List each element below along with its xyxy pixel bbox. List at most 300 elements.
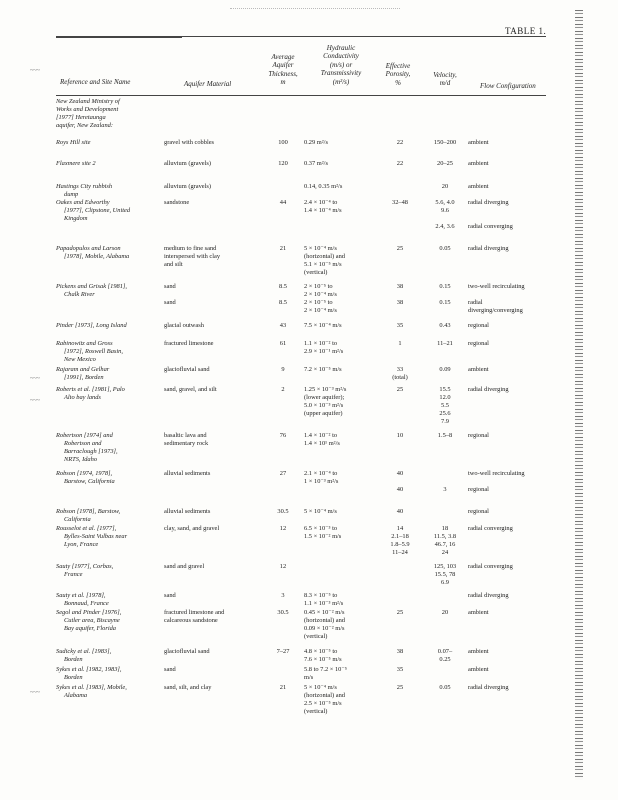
header-porosity-line: Porosity, <box>385 70 411 79</box>
cell-ref <box>56 98 180 130</box>
cell-line: Barraclough [1973], <box>64 448 118 455</box>
cell-line: sand and gravel <box>164 563 205 570</box>
header-thickness-line: Aquifer <box>272 61 294 70</box>
cell-line: 18 <box>441 525 449 532</box>
header-conductivity-line: Transmissivity <box>320 69 362 78</box>
cell-thick <box>260 322 306 330</box>
cell-thick <box>260 245 306 253</box>
cell-cond <box>304 366 384 374</box>
cell-line: two-well recirculating <box>468 283 525 290</box>
cell-line: 0.29 m²/s <box>304 139 328 146</box>
cell-line: 2 <box>281 386 285 393</box>
cell-line: 8.3 × 10⁻⁵ to <box>304 592 338 599</box>
cell-line: ambient <box>468 160 489 167</box>
cell-por <box>378 684 422 692</box>
cell-line: 8.5 <box>279 283 287 290</box>
margin-note: ~~~ <box>30 398 40 404</box>
cell-line: 30.5 <box>277 508 289 515</box>
cell-line: (total) <box>392 374 408 381</box>
table-label: TABLE 1. <box>505 26 547 36</box>
header-conductivity-line: Hydraulic <box>326 44 356 52</box>
cell-thick <box>260 366 306 374</box>
cell-line <box>468 215 572 223</box>
cell-ref <box>56 666 180 682</box>
cell-por <box>378 666 422 674</box>
cell-line: Robertson and <box>64 440 102 447</box>
cell-line: regional <box>468 486 489 493</box>
cell-line: New Zealand Ministry of <box>56 98 120 105</box>
cell-cond <box>304 508 384 516</box>
cell-line: 0.14, 0.35 m²/s <box>304 183 343 190</box>
cell-mat <box>164 508 256 516</box>
cell-vel <box>422 684 468 692</box>
cell-line: Barstow, California <box>64 478 115 485</box>
cell-thick <box>260 684 306 692</box>
cell-line: glaciofluvial sand <box>164 366 210 373</box>
cell-line: 5 × 10⁻⁴ m/s <box>304 684 337 691</box>
cell-line: Rajaram and Gelhar <box>56 366 110 373</box>
cell-line: Sauty et al. [1978], <box>56 592 106 599</box>
cell-flow <box>468 386 572 394</box>
cell-line <box>422 470 468 478</box>
cell-line <box>468 207 572 215</box>
cell-line: 38 <box>396 299 404 306</box>
cell-line: 5 × 10⁻⁴ m/s <box>304 245 337 252</box>
cell-cond <box>304 470 384 486</box>
cell-line: [1972], Roswell Basin, <box>64 348 123 355</box>
cell-line: 22 <box>396 160 404 167</box>
cell-vel <box>422 648 468 664</box>
cell-line: Oakes and Edworthy <box>56 199 110 206</box>
cell-vel <box>422 322 468 330</box>
cell-line: 38 <box>396 283 404 290</box>
cell-line: 2.5 × 10⁻⁵ m/s <box>304 700 342 707</box>
cell-mat <box>164 245 256 269</box>
cell-line: (horizontal) and <box>304 617 345 624</box>
cell-line: 15.5, 78 <box>434 571 456 578</box>
cell-line: 43 <box>279 322 287 329</box>
cell-mat <box>164 283 256 307</box>
cell-ref <box>56 525 180 549</box>
cell-line: radial diverging <box>468 199 509 206</box>
header-porosity-line: Effective <box>385 62 411 70</box>
cell-line: 21 <box>279 684 287 691</box>
cell-thick <box>260 592 306 600</box>
cell-line: 1.4 × 10⁻⁴ m/s <box>304 207 342 214</box>
cell-cond <box>304 592 384 608</box>
cell-ref <box>56 432 180 464</box>
cell-line: 1 <box>398 340 402 347</box>
cell-line: 15.5 <box>439 386 451 393</box>
cell-mat <box>164 648 256 656</box>
cell-line: 5 × 10⁻⁴ m/s <box>304 508 337 515</box>
cell-line: 30.5 <box>277 609 289 616</box>
header-velocity-line: Velocity, <box>433 71 457 79</box>
cell-line: radial diverging <box>468 684 509 691</box>
cell-line: and silt <box>164 261 183 268</box>
cell-line: regional <box>468 432 489 439</box>
cell-line: 120 <box>278 160 288 167</box>
cell-por <box>378 508 422 516</box>
cell-line: (upper aquifer) <box>304 410 343 417</box>
cell-line: 2.4, 3.6 <box>435 223 455 230</box>
cell-line: 0.15 <box>439 283 451 290</box>
cell-line: 1.4 × 10¹ m²/s <box>304 440 340 447</box>
cell-line: 5.5 <box>441 402 449 409</box>
cell-line: radial diverging <box>468 592 509 599</box>
cell-flow <box>468 199 572 231</box>
cell-line: 0.43 <box>439 322 451 329</box>
cell-cond <box>304 648 384 664</box>
cell-line: Alto bay lands <box>64 394 101 401</box>
header-thickness-line: Thickness, <box>268 69 298 78</box>
cell-mat <box>164 366 256 374</box>
cell-line: ambient <box>468 609 489 616</box>
cell-por <box>378 386 422 394</box>
cell-mat <box>164 666 256 674</box>
cell-thick <box>260 525 306 533</box>
cell-line: [1977] Heretaunga <box>56 114 106 121</box>
header-porosity <box>374 62 422 87</box>
cell-line: Papadopulos and Larson <box>56 245 121 252</box>
cell-flow <box>468 648 572 656</box>
cell-line: alluvial sediments <box>164 470 211 477</box>
cell-line: 5.0 × 10⁻³ m²/s <box>304 402 344 409</box>
cell-line <box>422 291 468 299</box>
header-conductivity-line: (m²/s) <box>332 77 350 86</box>
cell-thick <box>260 508 306 516</box>
cell-line: regional <box>468 340 489 347</box>
header-velocity <box>425 71 465 88</box>
cell-flow <box>468 160 572 168</box>
cell-line: 2.1 × 10⁻⁴ to <box>304 470 338 477</box>
cell-line: 100 <box>278 139 288 146</box>
cell-line: dump <box>64 191 79 198</box>
cell-line: sandstone <box>164 199 190 206</box>
cell-cond <box>304 684 384 716</box>
cell-ref <box>56 563 180 579</box>
cell-ref <box>56 199 180 223</box>
cell-line: 46.7, 16 <box>434 541 456 548</box>
cell-line: alluvium (gravels) <box>164 160 212 167</box>
cell-line: 27 <box>279 470 287 477</box>
cell-mat <box>164 470 256 478</box>
cell-ref <box>56 592 180 608</box>
cell-line: 2.9 × 10⁻¹ m²/s <box>304 348 344 355</box>
top-short-rule <box>56 37 182 38</box>
cell-line: 7.6 × 10⁻⁵ m/s <box>304 656 342 663</box>
cell-line: 2 × 10⁻⁵ to <box>304 299 333 306</box>
cell-line: 0.09 × 10⁻² m/s <box>304 625 345 632</box>
header-thickness <box>258 53 308 87</box>
cell-thick <box>260 563 306 571</box>
cell-line: 5.6, 4.0 <box>435 199 455 206</box>
cell-mat <box>164 322 256 330</box>
cell-por <box>378 470 422 494</box>
cell-line: (horizontal) and <box>304 692 345 699</box>
cell-line: 3 <box>281 592 285 599</box>
cell-cond <box>304 322 384 330</box>
cell-line: ambient <box>468 183 489 190</box>
cell-line: 150–200 <box>433 139 457 146</box>
cell-line: Bylles-Saint Vulbas near <box>64 533 128 540</box>
cell-mat <box>164 525 256 533</box>
cell-line: Lyon, France <box>64 541 99 548</box>
cell-line: 25.6 <box>439 410 451 417</box>
cell-line: 1.8–5.9 <box>390 541 410 548</box>
cell-line: sand, silt, and clay <box>164 684 212 691</box>
cell-line: 7–27 <box>276 648 290 655</box>
header-porosity-line: % <box>395 78 401 87</box>
cell-line: Hastings City rubbish <box>56 183 113 190</box>
cell-line: Sauty [1977], Corbas, <box>56 563 114 570</box>
cell-line: 40 <box>396 508 404 515</box>
cell-line: sand <box>164 299 176 306</box>
cell-thick <box>260 648 306 656</box>
cell-mat <box>164 183 256 191</box>
cell-line: 35 <box>396 666 404 673</box>
cell-line: Roys Hill site <box>56 139 91 146</box>
cell-thick <box>260 199 306 207</box>
cell-line: 0.45 × 10⁻² m/s <box>304 609 345 616</box>
cell-vel <box>422 386 468 426</box>
cell-line: Borden <box>64 674 83 681</box>
cell-line: 25 <box>396 386 404 393</box>
cell-flow <box>468 183 572 191</box>
cell-thick <box>260 609 306 617</box>
cell-flow <box>468 508 572 516</box>
cell-por <box>378 245 422 253</box>
cell-por <box>378 340 422 348</box>
cell-flow <box>468 245 572 253</box>
cell-line: medium to fine sand <box>164 245 217 252</box>
cell-line: 4.8 × 10⁻⁵ to <box>304 648 338 655</box>
cell-line: 25 <box>396 245 404 252</box>
cell-line: 7.5 × 10⁻⁴ m/s <box>304 322 342 329</box>
cell-line <box>378 478 422 486</box>
cell-line: 5.1 × 10⁻⁵ m/s <box>304 261 342 268</box>
cell-thick <box>260 340 306 348</box>
cell-line: regional <box>468 508 489 515</box>
cell-line: 25 <box>396 684 404 691</box>
cell-cond <box>304 386 384 418</box>
cell-line: Pickens and Grisak [1981], <box>56 283 127 290</box>
scanned-binding-edge <box>575 10 583 780</box>
cell-line: 125, 103 <box>433 563 457 570</box>
header-conductivity <box>305 44 377 86</box>
cell-flow <box>468 432 572 440</box>
cell-line: clay, sand, and gravel <box>164 525 220 532</box>
cell-thick <box>260 283 306 307</box>
cell-line: 61 <box>279 340 287 347</box>
cell-line: 22 <box>396 139 404 146</box>
cell-line: 14 <box>396 525 404 532</box>
cell-line: ambient <box>468 648 489 655</box>
cell-vel <box>422 199 468 231</box>
cell-por <box>378 322 422 330</box>
cell-line: 1 × 10⁻³ m²/s <box>304 478 339 485</box>
cell-thick <box>260 432 306 440</box>
cell-line <box>422 478 468 486</box>
cell-cond <box>304 609 384 641</box>
cell-line: gravel with cobbles <box>164 139 215 146</box>
cell-line: [1978], Mobile, Alabama <box>64 253 130 260</box>
cell-flow <box>468 666 572 674</box>
cell-line: 12.0 <box>439 394 451 401</box>
cell-ref <box>56 508 180 524</box>
cell-line: 20 <box>441 183 449 190</box>
cell-ref <box>56 684 180 700</box>
cell-line: 9 <box>281 366 285 373</box>
cell-mat <box>164 609 256 625</box>
cell-line: Bonnaud, France <box>64 600 109 607</box>
cell-line: Robertson [1974] and <box>56 432 113 439</box>
cell-line: 1.25 × 10⁻³ m²/s <box>304 386 347 393</box>
cell-por <box>378 139 422 147</box>
cell-flow <box>468 470 572 494</box>
cell-line: 2.1–18 <box>391 533 409 540</box>
cell-cond <box>304 199 384 215</box>
cell-cond <box>304 666 384 682</box>
cell-line: 9.6 <box>441 207 449 214</box>
cell-line: 0.37 m²/s <box>304 160 328 167</box>
cell-flow <box>468 609 572 617</box>
cell-line: 6.5 × 10⁻³ to <box>304 525 338 532</box>
cell-cond <box>304 283 384 315</box>
cell-por <box>378 160 422 168</box>
cell-cond <box>304 245 384 277</box>
cell-ref <box>56 183 180 199</box>
cell-vel <box>422 340 468 348</box>
cell-flow <box>468 563 572 571</box>
cell-line <box>468 478 572 486</box>
cell-cond <box>304 160 384 168</box>
header-thickness-line: Average <box>271 53 295 61</box>
cell-line: Sykes et al. [1983], Mobile, <box>56 684 127 691</box>
cell-line: sand <box>164 666 176 673</box>
cell-line: Kingdom <box>64 215 88 222</box>
cell-ref <box>56 245 180 261</box>
cell-line: 10 <box>396 432 404 439</box>
cell-vel <box>422 160 468 168</box>
cell-line <box>164 291 256 299</box>
cell-line: sand, gravel, and silt <box>164 386 217 393</box>
cell-line: Robson [1978], Barstow, <box>56 508 121 515</box>
header-top-rule <box>56 36 546 37</box>
cell-flow <box>468 592 572 600</box>
cell-line: Chalk River <box>64 291 95 298</box>
cell-flow <box>468 525 572 533</box>
cell-line: 3 <box>443 486 447 493</box>
cell-line: 2 × 10⁻⁵ to <box>304 283 333 290</box>
cell-line: 11.5, 3.8 <box>433 533 457 540</box>
header-conductivity-line: Conductivity <box>323 52 359 61</box>
cell-cond <box>304 432 384 448</box>
cell-line: two-well recirculating <box>468 470 525 477</box>
cell-flow <box>468 366 572 374</box>
cell-line: 21 <box>279 245 287 252</box>
header-material: Aquifer Material <box>184 80 232 88</box>
faded-running-header <box>230 8 400 12</box>
cell-line: diverging/converging <box>468 307 523 314</box>
cell-ref <box>56 340 180 364</box>
cell-line: fractured limestone <box>164 340 214 347</box>
cell-line: California <box>64 516 91 523</box>
header-conductivity-line: (m/s) or <box>329 60 353 69</box>
cell-line: [1991], Borden <box>64 374 104 381</box>
cell-line: Rabinowitz and Gross <box>56 340 113 347</box>
cell-ref <box>56 322 180 330</box>
cell-vel <box>422 470 468 494</box>
cell-line: regional <box>468 322 489 329</box>
cell-ref <box>56 386 180 402</box>
cell-line: Borden <box>64 656 83 663</box>
cell-por <box>378 609 422 617</box>
cell-line: interspersed with clay <box>164 253 221 260</box>
cell-line: 2 × 10⁻⁴ m/s <box>304 291 337 298</box>
cell-por <box>378 283 422 307</box>
cell-vel <box>422 139 468 147</box>
cell-vel <box>422 563 468 587</box>
cell-line: basaltic lava and <box>164 432 207 439</box>
cell-line: radial <box>468 299 483 306</box>
cell-line: (vertical) <box>304 708 328 715</box>
cell-mat <box>164 432 256 448</box>
cell-vel <box>422 183 468 191</box>
cell-line: radial converging <box>468 563 513 570</box>
cell-line: calcareous sandstone <box>164 617 218 624</box>
cell-line: 1.1 × 10⁻² to <box>304 340 338 347</box>
cell-line: Sykes et al. [1982, 1983], <box>56 666 122 673</box>
cell-line: 24 <box>441 549 449 556</box>
cell-line: radial converging <box>468 525 513 532</box>
cell-cond <box>304 183 384 191</box>
cell-line: ambient <box>468 666 489 673</box>
cell-flow <box>468 322 572 330</box>
cell-line: glaciofluvial sand <box>164 648 210 655</box>
cell-line: 38 <box>396 648 404 655</box>
cell-line: Segol and Pinder [1976], <box>56 609 122 616</box>
cell-line: 1.5–8 <box>437 432 453 439</box>
cell-line: 76 <box>279 432 287 439</box>
cell-line <box>378 291 422 299</box>
cell-cond <box>304 139 384 147</box>
cell-vel <box>422 432 468 440</box>
cell-line: aquifer, New Zealand: <box>56 122 113 129</box>
cell-line: alluvium (gravels) <box>164 183 212 190</box>
cell-line: sand <box>164 283 176 290</box>
cell-mat <box>164 340 256 348</box>
cell-line: 25 <box>396 609 404 616</box>
cell-ref <box>56 609 180 633</box>
cell-line: Rousselot et al. [1977], <box>56 525 117 532</box>
cell-vel <box>422 366 468 374</box>
cell-mat <box>164 386 256 394</box>
cell-line: (horizontal) and <box>304 253 345 260</box>
cell-line: 35 <box>396 322 404 329</box>
cell-line: Robson [1974, 1978], <box>56 470 113 477</box>
cell-line <box>422 215 468 223</box>
cell-line: (vertical) <box>304 269 328 276</box>
cell-line: radial diverging <box>468 386 509 393</box>
cell-line: 2 × 10⁻⁴ m/s <box>304 307 337 314</box>
cell-line: Sudicky et al. [1983], <box>56 648 112 655</box>
cell-line: fractured limestone and <box>164 609 225 616</box>
cell-thick <box>260 160 306 168</box>
cell-line <box>468 291 572 299</box>
cell-thick <box>260 386 306 394</box>
cell-line: 11–24 <box>392 549 408 556</box>
